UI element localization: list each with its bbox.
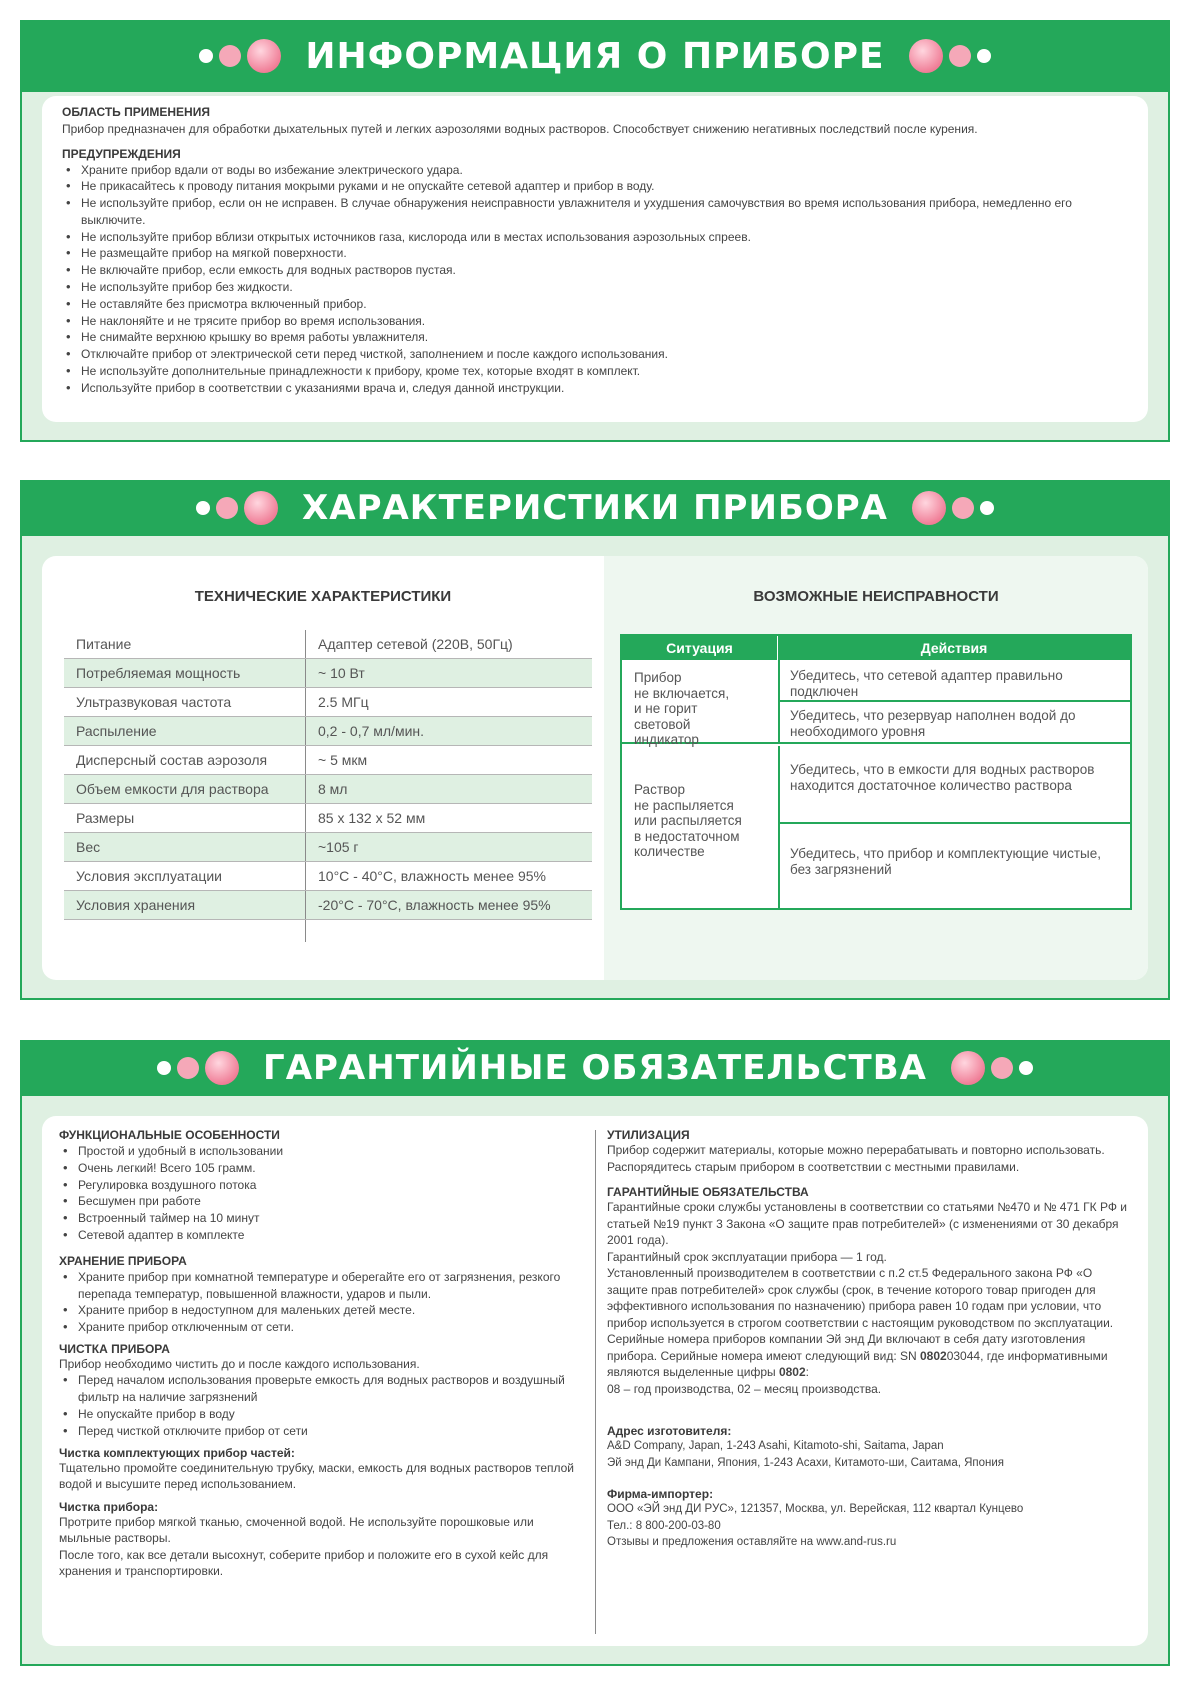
decorative-dots-right bbox=[912, 491, 994, 525]
faults-heading: ВОЗМОЖНЫЕ НЕИСПРАВНОСТИ bbox=[753, 588, 999, 605]
decorative-dots-right bbox=[951, 1051, 1033, 1085]
maker-line-1: A&D Company, Japan, 1-243 Asahi, Kitamoto-shi, Saitama, Japan bbox=[607, 1440, 944, 1452]
features-heading: ФУНКЦИОНАЛЬНЫЕ ОСОБЕННОСТИ bbox=[59, 1128, 280, 1142]
warning-item: • Отключайте прибор от электрической сети перед чисткой, заполнением и после каждого использования. bbox=[62, 346, 1128, 363]
storage-heading: ХРАНЕНИЕ ПРИБОРА bbox=[59, 1253, 187, 1268]
tech-heading: ТЕХНИЧЕСКИЕ ХАРАКТЕРИСТИКИ bbox=[194, 588, 452, 605]
warnings-heading: ПРЕДУПРЕЖДЕНИЯ bbox=[62, 146, 181, 161]
maker-line-2: Эй энд Ди Кампани, Япония, 1-243 Асахи, Китамото-ши, Саитама, Япония bbox=[607, 1456, 1005, 1469]
spec-row-tail bbox=[64, 920, 306, 942]
warnings-list bbox=[62, 162, 1128, 397]
warranty-banner bbox=[20, 1040, 1170, 1096]
warning-item: • Не оставляйте без присмотра включенный прибор. bbox=[62, 296, 1128, 313]
warning-item: • Не используйте прибор вблизи открытых источников газа, кислорода или в местах использования аэрозольных спреев. bbox=[62, 229, 1128, 246]
features-list bbox=[59, 1143, 584, 1244]
feature-item: • Регулировка воздушного потока bbox=[59, 1177, 584, 1194]
decorative-dots-left bbox=[199, 39, 281, 73]
cleaning-item: • Перед чисткой отключите прибор от сети bbox=[59, 1423, 584, 1440]
cleaning-item: • Перед началом использования проверьте емкость для водных растворов и воздушный фильтр на наличие загрязнений bbox=[59, 1372, 584, 1406]
column-divider bbox=[595, 1130, 596, 1634]
warranty-left-column bbox=[59, 1128, 584, 1580]
scope-text: Прибор предназначен для обработки дыхательных путей и легких аэрозолями водных растворов. Способствует снижению негативных последствий после курения. bbox=[62, 122, 978, 136]
warning-item: • Используйте прибор в соответствии с указаниями врача и, следуя данной инструкции. bbox=[62, 380, 1128, 397]
maker-heading: Адрес изготовителя: bbox=[607, 1424, 732, 1438]
parts-heading: Чистка комплектующих прибор частей: bbox=[59, 1445, 295, 1460]
col-situation: Ситуация bbox=[622, 636, 778, 660]
parts-text: Тщательно промойте соединительную трубку, маски, емкость для водных растворов теплой водой и высушите перед использованием. bbox=[59, 1460, 574, 1492]
cleaning-list bbox=[59, 1372, 584, 1439]
guarantee-text-1: Гарантийные сроки службы установлены в соответствии со статьями №470 и № 471 ГК РФ и статьей №19 пункт 3 Закона «О защите прав потребителей» (с изменениями от 30 декабря 2001 года). bbox=[607, 1200, 1128, 1247]
device-text-1: Протрите прибор мягкой тканью, смоченной водой. Не используйте порошковые или мыльные растворы. bbox=[59, 1514, 534, 1546]
warranty-panel bbox=[42, 1116, 1148, 1646]
info-banner bbox=[20, 20, 1170, 92]
serial-text: Серийные номера приборов компании Эй энд Ди включают в себя дату изготовления прибора. Серийные номера имеют следующий вид: SN 080203044, где информативными являются выделенные цифры 0802: bbox=[607, 1332, 1108, 1379]
spec-row: Ультразвуковая частота 2.5 МГц bbox=[64, 688, 592, 717]
action-divider bbox=[780, 700, 1130, 702]
info-panel bbox=[42, 96, 1148, 422]
faults-table bbox=[620, 634, 1132, 910]
situation-2: Раствор не распыляется или распыляется в недостаточном количестве bbox=[634, 782, 742, 859]
device-text-2: После того, как все детали высохнут, соберите прибор и положите его в сухой кейс для хранения и транспортировки. bbox=[59, 1547, 549, 1579]
warranty-title: ГАРАНТИЙНЫЕ ОБЯЗАТЕЛЬСТВА bbox=[263, 1048, 927, 1088]
action-1b: Убедитесь, что резервуар наполнен водой до необходимого уровня bbox=[790, 708, 1076, 739]
storage-item: • Храните прибор отключенным от сети. bbox=[59, 1319, 584, 1336]
action-2b: Убедитесь, что прибор и комплектующие чистые, без загрязнений bbox=[790, 846, 1101, 877]
cleaning-intro: Прибор необходимо чистить до и после каждого использования. bbox=[59, 1356, 420, 1371]
action-1a: Убедитесь, что сетевой адаптер правильно подключен bbox=[790, 668, 1063, 699]
importer-line-2: Тел.: 8 800-200-03-80 bbox=[607, 1519, 721, 1532]
storage-item: • Храните прибор в недоступном для маленьких детей месте. bbox=[59, 1302, 584, 1319]
col-actions: Действия bbox=[920, 640, 988, 656]
feature-item: • Простой и удобный в использовании bbox=[59, 1143, 584, 1160]
specs-table bbox=[64, 630, 592, 942]
decorative-dots-left bbox=[196, 491, 278, 525]
spec-row: Распыление 0,2 - 0,7 мл/мин. bbox=[64, 717, 592, 746]
spec-row: Условия эксплуатации 10°C - 40°C, влажность менее 95% bbox=[64, 862, 592, 891]
spec-row: Условия хранения -20°C - 70°C, влажность менее 95% bbox=[64, 891, 592, 920]
info-section bbox=[20, 20, 1170, 442]
feature-item: • Очень легкий! Всего 105 грамм. bbox=[59, 1160, 584, 1177]
feature-item: • Встроенный таймер на 10 минут bbox=[59, 1210, 584, 1227]
action-divider bbox=[780, 822, 1130, 824]
warning-item: • Не используйте прибор, если он не исправен. В случае обнаружения неисправности увлажнителя и ухудшения самочувствия во время использования прибора, немедленно его выключите. bbox=[62, 195, 1128, 229]
scope-heading: ОБЛАСТЬ ПРИМЕНЕНИЯ bbox=[62, 105, 210, 119]
warning-item: • Не включайте прибор, если емкость для водных растворов пустая. bbox=[62, 262, 1128, 279]
info-title: ИНФОРМАЦИЯ О ПРИБОРЕ bbox=[305, 35, 885, 77]
storage-item: • Храните прибор при комнатной температуре и оберегайте его от загрязнения, резкого перепада температур, повышенной влажности, ударов и пыли. bbox=[59, 1269, 584, 1303]
disposal-text: Прибор содержит материалы, которые можно перерабатывать и повторно использовать. Распорядитесь старым прибором в соответствии с местными правилами. bbox=[607, 1143, 1105, 1174]
importer-line-1: ООО «ЭЙ энд ДИ РУС», 121357, Москва, ул. Верейская, 112 квартал Кунцево bbox=[607, 1503, 1024, 1515]
specs-title: ХАРАКТЕРИСТИКИ ПРИБОРА bbox=[302, 488, 888, 528]
cleaning-item: • Не опускайте прибор в воду bbox=[59, 1406, 584, 1423]
device-heading: Чистка прибора: bbox=[59, 1499, 159, 1514]
warning-item: • Храните прибор вдали от воды во избежание электрического удара. bbox=[62, 162, 1128, 179]
feature-item: • Бесшумен при работе bbox=[59, 1193, 584, 1210]
decorative-dots-right bbox=[909, 39, 991, 73]
specs-section bbox=[20, 480, 1170, 1000]
spec-row: Размеры 85 х 132 х 52 мм bbox=[64, 804, 592, 833]
situation-1: Прибор не включается, и не горит световой индикатор bbox=[634, 670, 730, 747]
specs-panel bbox=[42, 556, 1148, 980]
guarantee-text-3: Установленный производителем в соответствии с п.2 ст.5 Федерального закона РФ «О защите прав потребителей» срок службы (срок, в течение которого товар пригоден для эффективного использования по назначению) прибора равен 10 годам при условии, что прибор используется в строгом соответствии с настоящим руководством по эксплуатации. bbox=[607, 1266, 1114, 1330]
spec-row: Вес ~105 г bbox=[64, 833, 592, 862]
warning-item: • Не наклоняйте и не трясите прибор во время использования. bbox=[62, 313, 1128, 330]
storage-list bbox=[59, 1269, 584, 1336]
situation-divider bbox=[778, 746, 780, 908]
action-2a: Убедитесь, что в емкости для водных растворов находится достаточное количество раствора bbox=[790, 762, 1095, 793]
disposal-heading: УТИЛИЗАЦИЯ bbox=[607, 1128, 690, 1142]
serial-legend: 08 – год производства, 02 – месяц производства. bbox=[607, 1381, 882, 1396]
warning-item: • Не размещайте прибор на мягкой поверхности. bbox=[62, 245, 1128, 262]
decorative-dots-left bbox=[157, 1051, 239, 1085]
spec-row: Питание Адаптер сетевой (220В, 50Гц) bbox=[64, 630, 592, 659]
fault-group-1 bbox=[622, 660, 1130, 747]
spec-row: Объем емкости для раствора 8 мл bbox=[64, 775, 592, 804]
warranty-section bbox=[20, 1040, 1170, 1666]
guarantee-text-2: Гарантийный срок эксплуатации прибора — 1 год. bbox=[607, 1249, 887, 1264]
warning-item: • Не прикасайтесь к проводу питания мокрыми руками и не опускайте сетевой адаптер и прибор в воду. bbox=[62, 178, 1128, 195]
warning-item: • Не используйте прибор без жидкости. bbox=[62, 279, 1128, 296]
importer-line-3: Отзывы и предложения оставляйте на www.and-rus.ru bbox=[607, 1536, 897, 1548]
feature-item: • Сетевой адаптер в комплекте bbox=[59, 1227, 584, 1244]
specs-banner bbox=[20, 480, 1170, 536]
spec-row: Потребляемая мощность ~ 10 Вт bbox=[64, 659, 592, 688]
warning-item: • Не снимайте верхнюю крышку во время работы увлажнителя. bbox=[62, 329, 1128, 346]
cleaning-heading: ЧИСТКА ПРИБОРА bbox=[59, 1341, 170, 1356]
spec-row: Дисперсный состав аэрозоля ~ 5 мкм bbox=[64, 746, 592, 775]
importer-heading: Фирма-импортер: bbox=[607, 1487, 714, 1501]
warning-item: • Не используйте дополнительные принадлежности к прибору, кроме тех, которые входят в комплект. bbox=[62, 363, 1128, 380]
faults-header bbox=[622, 636, 1130, 660]
guarantee-heading: ГАРАНТИЙНЫЕ ОБЯЗАТЕЛЬСТВА bbox=[607, 1185, 809, 1199]
fault-group-2 bbox=[622, 746, 1130, 908]
warranty-right-column bbox=[607, 1128, 1127, 1551]
